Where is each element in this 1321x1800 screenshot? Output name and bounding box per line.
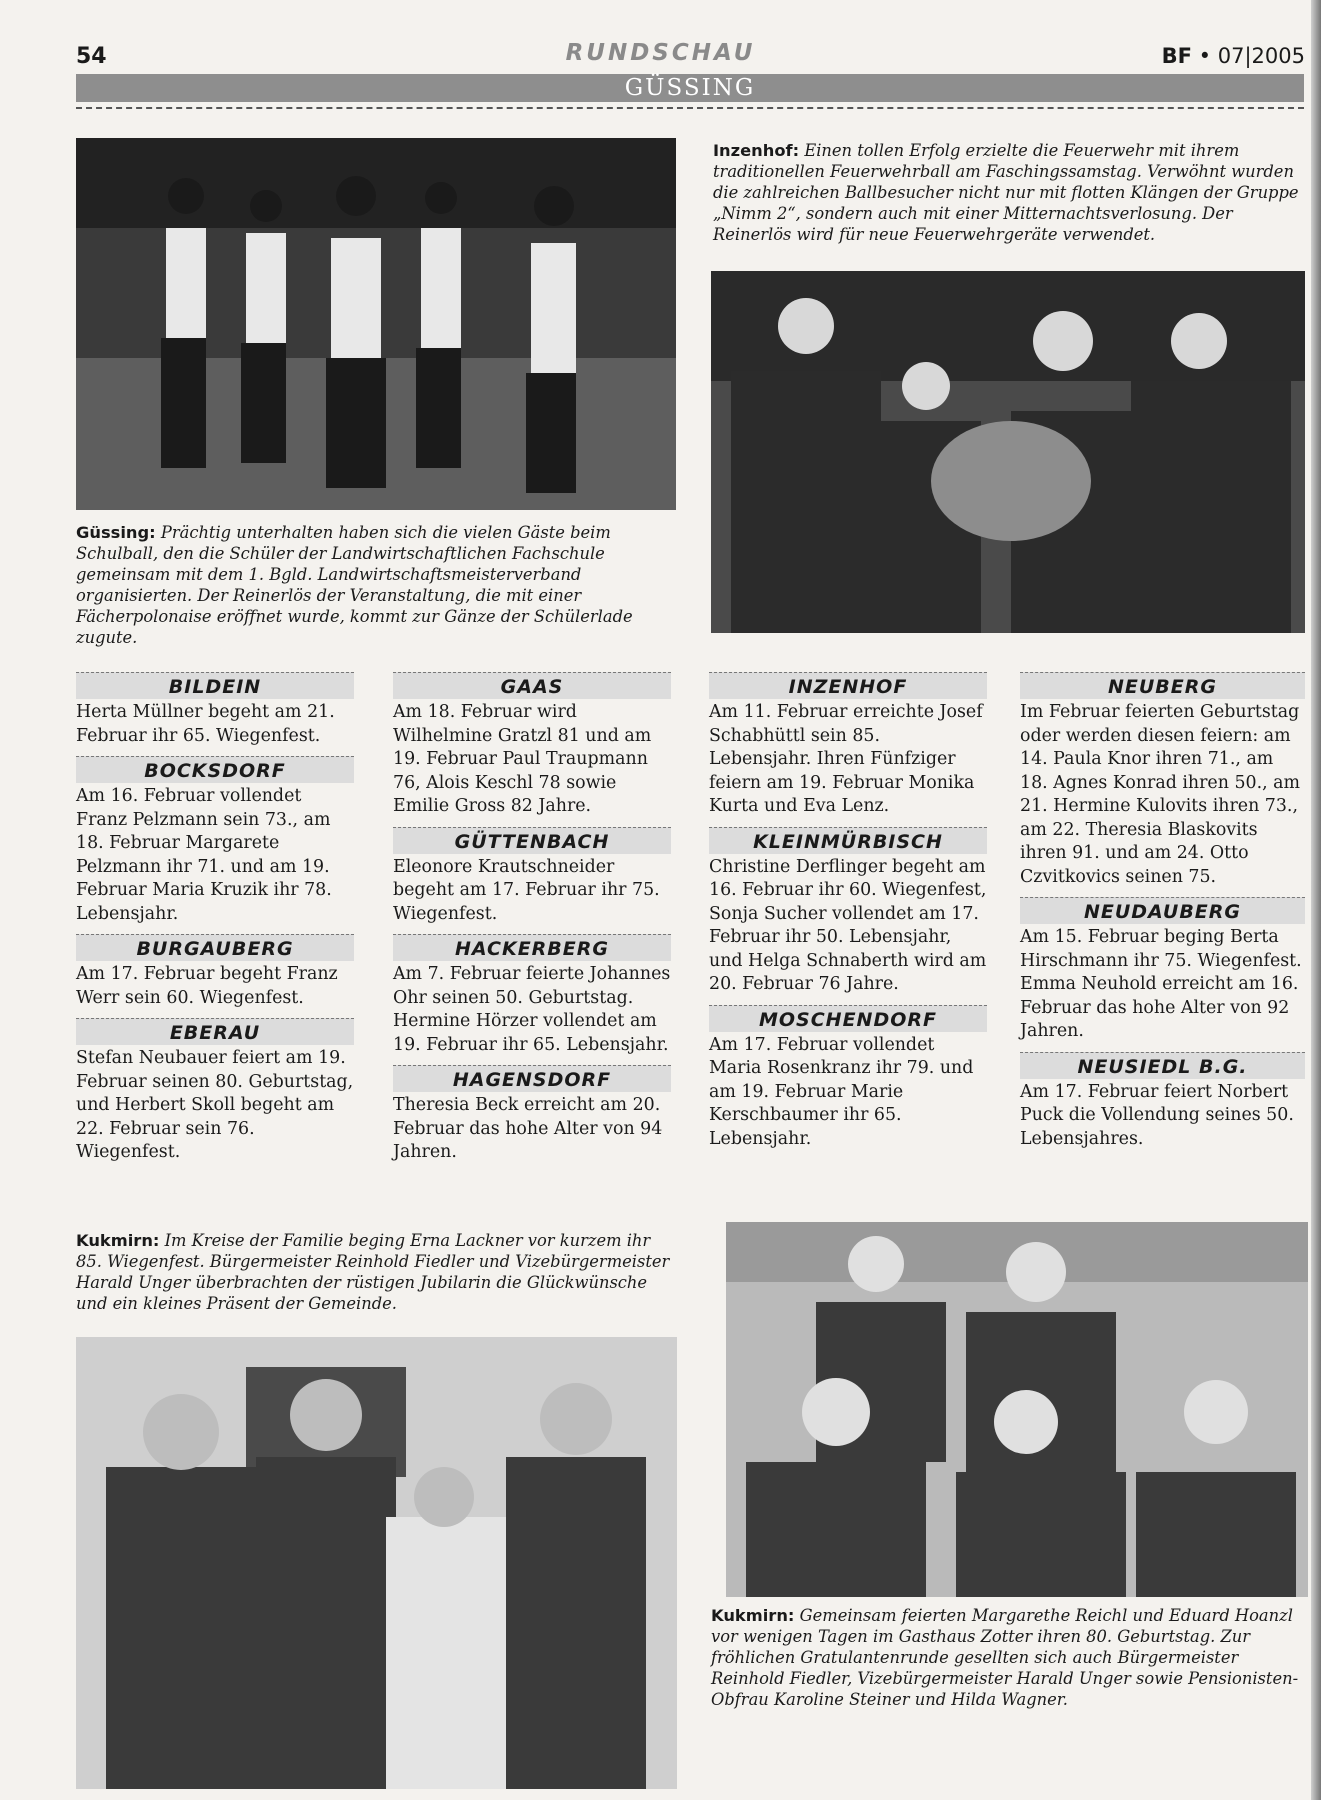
region-bar <box>76 74 1304 102</box>
town-text: Am 17. Februar begeht Franz Werr sein 60. Wiegenfest. <box>76 964 338 1008</box>
photo-inzenhof-firebrigade <box>711 271 1305 633</box>
town-heading: KLEINMÜRBISCH <box>709 827 987 854</box>
caption-text: Prächtig unterhalten haben sich die vielen Gäste beim Schulball, den die Schüler der Landwirtschaftlichen Fachschule gemeinsam mit dem 1. Bgld. Landwirtschaftsmeisterverband organisierten. Der Reinerlös der Veranstaltung, die mit einer Fächerpolonaise eröffnet wurde, kommt zur Gänze der Schülerlade zugute. <box>76 523 633 647</box>
town-text: Am 16. Februar vollendet Franz Pelzmann sein 73., am 18. Februar Margarete Pelzmann ihr 71. und am 19. Februar Maria Kruzik ihr 78. Lebensjahr. <box>76 786 332 924</box>
town-heading: NEUSIEDL B.G. <box>1020 1052 1305 1079</box>
town-heading: GAAS <box>393 672 671 699</box>
caption-guessing <box>76 522 681 648</box>
page-edge-shadow <box>1311 0 1321 1800</box>
caption-text: Einen tollen Erfolg erzielte die Feuerwehr mit ihrem traditionellen Feuerwehrball am Faschingssamstag. Verwöhnt wurden die zahlreichen Ballbesucher nicht nur mit flotten Klängen der Gruppe „Nimm 2“, sondern auch mit einer Mitternachtsverlosung. Der Reinerlös wird für neue Feuerwehrgeräte verwendet. <box>713 141 1299 244</box>
town-heading: BURGAUBERG <box>76 934 354 961</box>
birthday-column-2 <box>393 672 671 1165</box>
town-text: Am 7. Februar feierte Johannes Ohr seinen 50. Geburtstag. Hermine Hörzer vollendet am 19. Februar ihr 65. Lebensjahr. <box>393 964 671 1055</box>
town-heading: HAGENSDORF <box>393 1065 671 1092</box>
photo-kukmirn-80th <box>726 1222 1308 1597</box>
town-text: Eleonore Krautschneider begeht am 17. Februar ihr 75. Wiegenfest. <box>393 856 660 924</box>
town-text: Stefan Neubauer feiert am 19. Februar seinen 80. Geburtstag, und Herbert Skoll begeht am 22. Februar sein 76. Wiegenfest. <box>76 1048 354 1162</box>
caption-text: Im Kreise der Familie beging Erna Lackner vor kurzem ihr 85. Wiegenfest. Bürgermeister Reinhold Fiedler und Vizebürgermeister Harald Unger überbrachten der rüstigen Jubilarin die Glückwünsche und ein kleines Präsent der Gemeinde. <box>76 1231 670 1313</box>
photo-guessing-schoolball <box>76 138 676 510</box>
section-title: RUNDSCHAU <box>565 40 756 66</box>
page-number: 54 <box>76 44 107 69</box>
town-text: Am 11. Februar erreichte Josef Schabhüttl sein 85. Lebensjahr. Ihren Fünfziger feiern am 19. Februar Monika Kurta und Eva Lenz. <box>709 702 983 816</box>
birthday-column-4 <box>1020 672 1305 1151</box>
caption-kukmirn-80th <box>711 1605 1306 1710</box>
issue-number: 07|2005 <box>1217 44 1305 68</box>
town-text: Am 17. Februar feiert Norbert Puck die Vollendung seines 50. Lebensjahres. <box>1020 1081 1294 1149</box>
issue-info <box>1162 44 1305 68</box>
town-heading: NEUBERG <box>1020 672 1305 699</box>
town-heading: BILDEIN <box>76 672 354 699</box>
caption-place: Inzenhof: <box>713 141 800 160</box>
header-divider <box>76 107 1304 109</box>
caption-kukmirn-lackner <box>76 1230 681 1314</box>
town-text: Theresia Beck erreicht am 20. Februar das hohe Alter von 94 Jahren. <box>393 1095 663 1162</box>
caption-place: Güssing: <box>76 523 156 542</box>
town-text: Im Februar feierten Geburtstag oder werden diesen feiern: am 14. Paula Knor ihren 71., am 18. Agnes Konrad ihren 50., am 21. Hermine Kulovits ihren 73., am 22. Theresia Blaskovits ihren 91. und am 24. Otto Czvitkovics seinen 75. <box>1020 702 1301 887</box>
birthday-column-1 <box>76 672 354 1165</box>
town-heading: EBERAU <box>76 1018 354 1045</box>
town-heading: INZENHOF <box>709 672 987 699</box>
town-text: Am 17. Februar vollendet Maria Rosenkranz ihr 79. und am 19. Februar Marie Kerschbaumer ihr 65. Lebensjahr. <box>709 1034 974 1149</box>
town-text: Am 15. Februar beging Berta Hirschmann ihr 75. Wiegenfest. Emma Neuhold erreicht am 16. Februar das hohe Alter von 92 Jahren. <box>1020 927 1302 1041</box>
town-text: Herta Müllner begeht am 21. Februar ihr 65. Wiegenfest. <box>76 702 335 746</box>
town-heading: HACKERBERG <box>393 934 671 961</box>
separator: • <box>1198 44 1212 68</box>
caption-place: Kukmirn: <box>711 1606 795 1625</box>
region-title: GÜSSING <box>624 75 756 101</box>
town-heading: GÜTTENBACH <box>393 827 671 854</box>
publication-name: BF <box>1161 44 1192 68</box>
caption-text: Gemeinsam feierten Margarethe Reichl und Eduard Hoanzl vor wenigen Tagen im Gasthaus Zotter ihren 80. Geburtstag. Zur fröhlichen Gratulantenrunde gesellten sich auch Bürgermeister Reinhold Fiedler, Vizebürgermeister Harald Unger sowie Pensionisten-Obfrau Karoline Steiner und Hilda Wagner. <box>711 1606 1299 1709</box>
birthday-column-3 <box>709 672 987 1151</box>
town-heading: NEUDAUBERG <box>1020 897 1305 924</box>
town-text: Christine Derflinger begeht am 16. Februar ihr 60. Wiegenfest, Sonja Sucher vollendet am 17. Februar ihr 50. Lebensjahr, und Helga Schnaberth wird am 20. Februar 76 Jahre. <box>709 856 987 994</box>
caption-place: Kukmirn: <box>76 1231 160 1250</box>
photo-kukmirn-lackner <box>76 1337 677 1789</box>
caption-inzenhof <box>713 140 1303 245</box>
town-heading: MOSCHENDORF <box>709 1005 987 1032</box>
town-text: Am 18. Februar wird Wilhelmine Gratzl 81 und am 19. Februar Paul Traupmann 76, Alois Keschl 78 sowie Emilie Gross 82 Jahre. <box>393 702 652 816</box>
town-heading: BOCKSDORF <box>76 756 354 783</box>
